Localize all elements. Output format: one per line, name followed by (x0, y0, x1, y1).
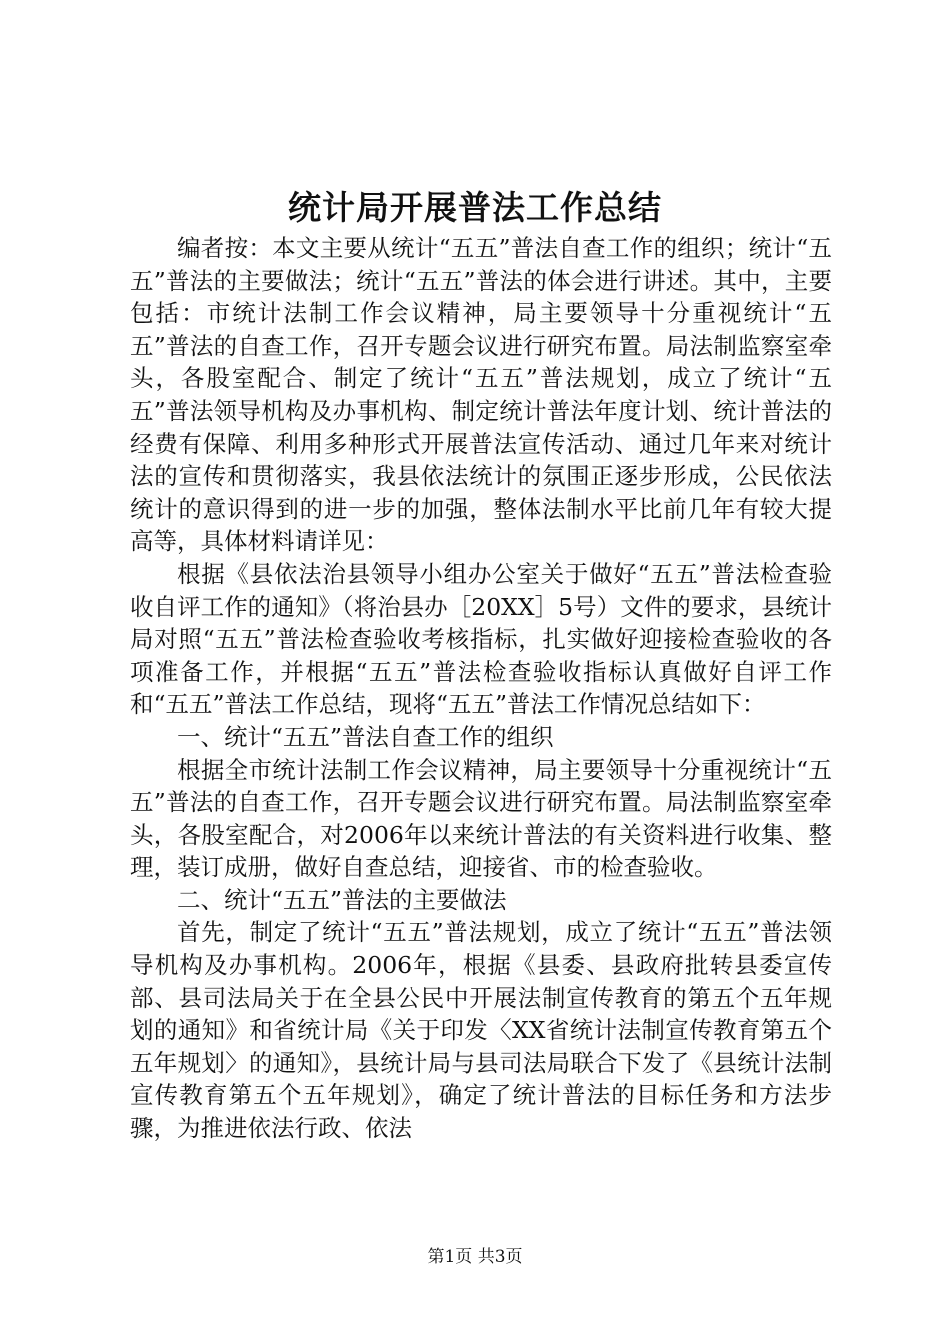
body-paragraph: 根据《县依法治县领导小组办公室关于做好“五五”普法检查验收自评工作的通知》（将治县办［20XX］5号）文件的要求，县统计局对照“五五”普法检查验收考核指标，扎实做好迎接检查验收的各项准备工作，并根据“五五”普法检查验收指标认真做好自评工作和“五五”普法工作总结，现将“五五”普法工作情况总结如下： (130, 559, 832, 719)
body-paragraph: 根据全市统计法制工作会议精神，局主要领导十分重视统计“五五”普法的自查工作，召开专题会议进行研究布置。局法制监察室牵头，各股室配合，对2006年以来统计普法的有关资料进行收集、整理，装订成册，做好自查总结，迎接省、市的检查验收。 (130, 755, 832, 882)
body-paragraph: 首先，制定了统计“五五”普法规划，成立了统计“五五”普法领导机构及办事机构。2006年，根据《县委、县政府批转县委宣传部、县司法局关于在全县公民中开展法制宣传教育的第五个五年规划的通知》和省统计局《关于印发〈XX省统计法制宣传教育第五个五年规划〉的通知》，县统计局与县司法局联合下发了《县统计法制宣传教育第五个五年规划》，确定了统计普法的目标任务和方法步骤，为推进依法行政、依法 (130, 918, 832, 1143)
section-heading-1: 一、统计“五五”普法自查工作的组织 (177, 722, 554, 751)
page-footer: 第1页 共3页 (427, 1247, 523, 1267)
section-heading-2: 二、统计“五五”普法的主要做法 (177, 885, 507, 914)
document-title: 统计局开展普法工作总结 (288, 188, 662, 227)
document-body (130, 232, 832, 1145)
editor-note-paragraph: 编者按：本文主要从统计“五五”普法自查工作的组织；统计“五五”普法的主要做法；统计“五五”普法的体会进行讲述。其中，主要包括：市统计法制工作会议精神，局主要领导十分重视统计“五五”普法的自查工作，召开专题会议进行研究布置。局法制监察室牵头，各股室配合、制定了统计“五五”普法规划，成立了统计“五五”普法领导机构及办事机构、制定统计普法年度计划、统计普法的经费有保障、利用多种形式开展普法宣传活动、通过几年来对统计法的宣传和贯彻落实，我县依法统计的氛围正逐步形成，公民依法统计的意识得到的进一步的加强，整体法制水平比前几年有较大提高等，具体材料请详见： (130, 234, 832, 556)
